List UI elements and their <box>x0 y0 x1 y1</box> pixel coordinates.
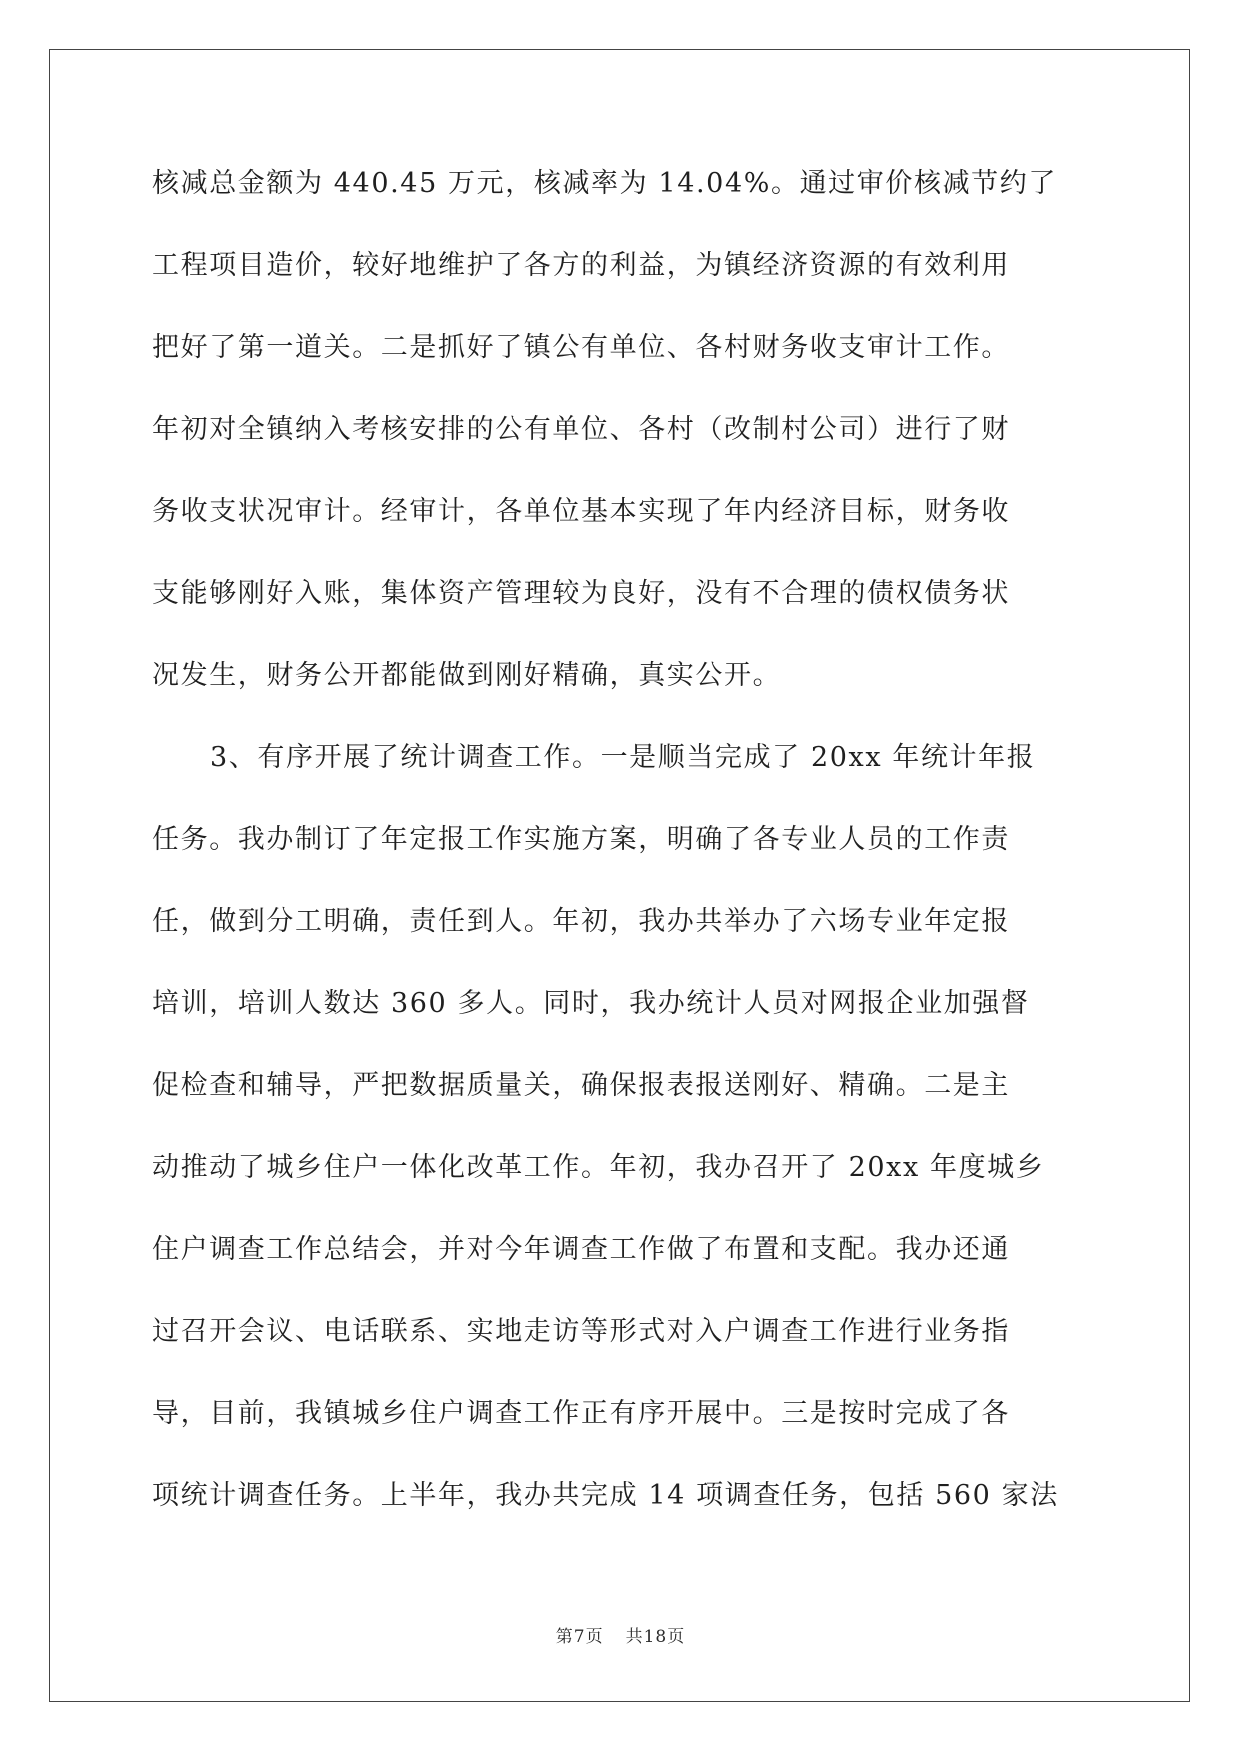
text-line: 动推动了城乡住户一体化改革工作。年初，我办召开了 20xx 年度城乡 <box>152 1152 1045 1183</box>
text-line: 核减总金额为 440.45 万元，核减率为 14.04%。通过审价核减节约了 <box>152 168 1057 199</box>
text-line: 项统计调查任务。上半年，我办共完成 14 项调查任务，包括 560 家法 <box>152 1480 1059 1511</box>
text-line: 任，做到分工明确，责任到人。年初，我办共举办了六场专业年定报 <box>152 906 1010 937</box>
text-line: 任务。我办制订了年定报工作实施方案，明确了各专业人员的工作责 <box>152 824 1010 855</box>
paragraph-start-line: 3、有序开展了统计调查工作。一是顺当完成了 20xx 年统计年报 <box>210 742 1036 773</box>
text-line: 务收支状况审计。经审计，各单位基本实现了年内经济目标，财务收 <box>152 496 1010 527</box>
text-line: 况发生，财务公开都能做到刚好精确，真实公开。 <box>152 660 782 691</box>
text-line: 过召开会议、电话联系、实地走访等形式对入户调查工作进行业务指 <box>152 1316 1010 1347</box>
text-line: 导，目前，我镇城乡住户调查工作正有序开展中。三是按时完成了各 <box>152 1398 1010 1429</box>
text-line: 把好了第一道关。二是抓好了镇公有单位、各村财务收支审计工作。 <box>152 332 1010 363</box>
page-footer <box>0 1622 1241 1647</box>
document-body <box>152 166 1088 1560</box>
text-line: 住户调查工作总结会，并对今年调查工作做了布置和支配。我办还通 <box>152 1234 1010 1265</box>
page-number: 第7页 <box>555 1627 604 1647</box>
page-total: 共18页 <box>625 1627 686 1647</box>
text-line: 年初对全镇纳入考核安排的公有单位、各村（改制村公司）进行了财 <box>152 414 1010 445</box>
text-line: 支能够刚好入账，集体资产管理较为良好，没有不合理的债权债务状 <box>152 578 1010 609</box>
text-line: 促检查和辅导，严把数据质量关，确保报表报送刚好、精确。二是主 <box>152 1070 1010 1101</box>
text-line: 工程项目造价，较好地维护了各方的利益，为镇经济资源的有效利用 <box>152 250 1010 281</box>
text-line: 培训，培训人数达 360 多人。同时，我办统计人员对网报企业加强督 <box>152 988 1030 1019</box>
